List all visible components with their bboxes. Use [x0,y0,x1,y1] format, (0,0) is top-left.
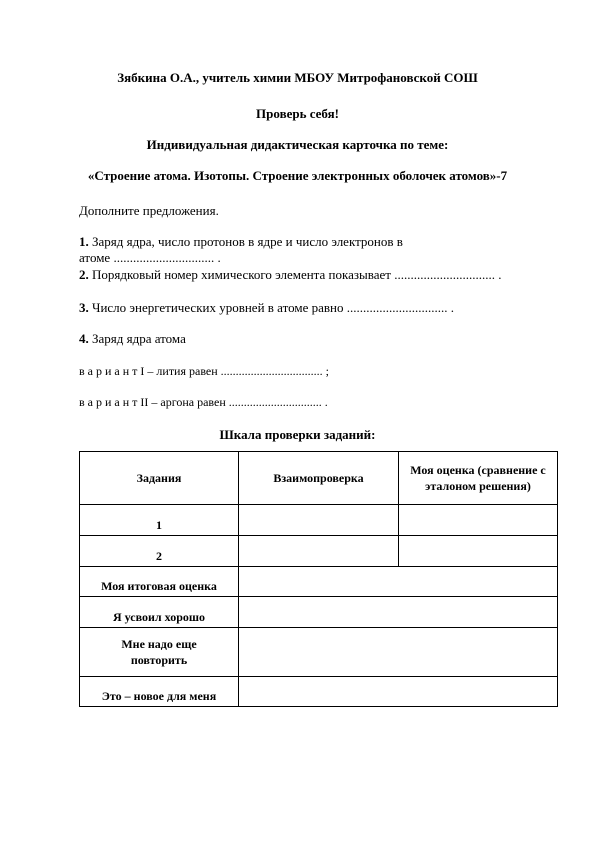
question-1-text: Заряд ядра, число протонов в ядре и число электронов в [88,234,403,249]
variant-1-line: в а р и а н т I – лития равен .................................. ; [79,364,330,378]
summary-need-repeat-label: Мне надо еще повторить [80,628,239,677]
table-row [80,597,558,628]
table-row [80,677,558,707]
assessment-table [79,451,558,707]
summary-learned-well-cell[interactable] [239,597,558,628]
table-row [80,567,558,597]
check-yourself-title: Проверь себя! [256,106,339,121]
task-2-peer-cell[interactable] [239,536,399,567]
table-row [80,628,558,677]
card-title: Индивидуальная дидактическая карточка по теме: [146,137,449,152]
question-2-number: 2. [79,267,89,282]
summary-final-grade-cell[interactable] [239,567,558,597]
summary-final-grade-label: Моя итоговая оценка [80,567,239,597]
question-4 [79,331,186,347]
header-my-grade: Моя оценка (сравнение с эталоном решения) [399,452,558,505]
question-3-number: 3. [79,300,89,315]
question-3-text: Число энергетических уровней в атоме равно ............................... . [88,300,454,315]
task-2-grade-cell[interactable] [399,536,558,567]
header-tasks: Задания [80,452,239,505]
question-2-text: Порядковый номер химического элемента показывает ............................... . [88,267,502,282]
header-peer-review: Взаимопроверка [239,452,399,505]
table-row [80,505,558,536]
summary-new-for-me-label: Это – новое для меня [80,677,239,707]
author-line: Зябкина О.А., учитель химии МБОУ Митрофановской СОШ [117,70,478,85]
task-2-label: 2 [80,536,239,567]
variant-2-line: в а р и а н т II – аргона равен ............................... . [79,395,328,409]
question-4-text: Заряд ядра атома [88,331,186,346]
question-4-number: 4. [79,331,89,346]
instructions-text: Дополните предложения. [79,203,219,218]
summary-learned-well-label: Я усвоил хорошо [80,597,239,628]
summary-need-repeat-cell[interactable] [239,628,558,677]
task-1-label: 1 [80,505,239,536]
table-row [80,536,558,567]
summary-new-for-me-cell[interactable] [239,677,558,707]
topic-title: «Строение атома. Изотопы. Строение электронных оболочек атомов»-7 [87,168,508,183]
task-1-peer-cell[interactable] [239,505,399,536]
question-1 [79,234,403,250]
table-title: Шкала проверки заданий: [219,427,376,442]
question-1-continuation: атоме ............................... . [79,250,221,265]
question-1-number: 1. [79,234,89,249]
task-1-grade-cell[interactable] [399,505,558,536]
question-3 [79,300,454,316]
table-header-row [80,452,558,505]
question-2 [79,267,501,283]
